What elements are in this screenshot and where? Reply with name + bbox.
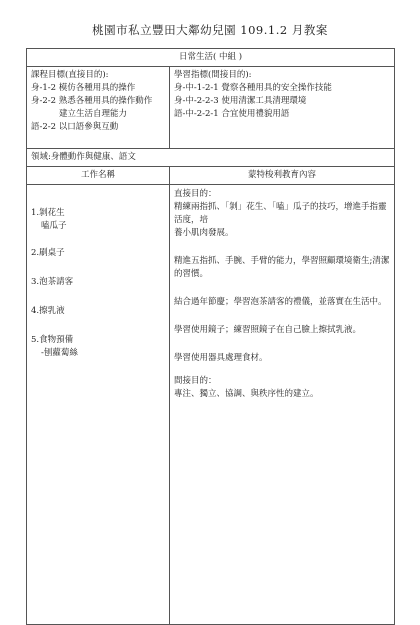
domain-row [27, 149, 395, 167]
col-header-name: 工作名稱 [27, 167, 170, 185]
course-goals-cell [27, 67, 170, 149]
direct-goal-text: 學習使用器具處理食材。 [174, 353, 268, 363]
direct-goal-text: 精練兩指抓、「剝」花生、「嗑」瓜子的技巧，增進手指靈活度，培 [174, 202, 387, 225]
activity-name: 2.刷桌子 [31, 248, 65, 258]
learning-indicators-heading: 學習指標(間接目的): [174, 70, 252, 80]
course-goal-item: 身-1-2 模仿各種用具的操作 [31, 83, 136, 93]
activity-list-cell [27, 185, 170, 625]
learning-indicator-item: 身-中-2-2-3 使用清潔工具清理環境 [174, 96, 307, 106]
activity-name: 4.擦乳液 [31, 306, 65, 316]
direct-goal-heading: 直接目的： [174, 189, 217, 199]
unit-title: 日常生活( 中組 ) [27, 49, 395, 67]
domain-text: 領域:身體動作與健康、語文 [27, 149, 395, 167]
lesson-plan-table [26, 48, 395, 625]
column-header-row [27, 167, 395, 185]
learning-indicators-cell [170, 67, 395, 149]
activity-item [31, 334, 165, 360]
direct-goal-text: 精進五指抓、手腕、手臂的能力，學習照顧環境衛生;清潔的習慣。 [174, 256, 390, 279]
content-row [27, 185, 395, 625]
page-title: 桃園市私立豐田大鄰幼兒園 109.1.2 月教案 [92, 23, 328, 37]
course-goal-item: 建立生活自理能力 [59, 109, 128, 119]
learning-indicator-item: 語-中-2-2-1 合宜使用禮貌用語 [174, 109, 290, 119]
course-goal-item: 語-2-2 以口語參與互動 [31, 122, 119, 132]
activity-item [31, 207, 165, 233]
activity-name: 3.泡茶請客 [31, 277, 74, 287]
activity-list [31, 207, 165, 360]
course-goals-heading: 課程目標(直接目的): [31, 70, 109, 80]
activity-item [31, 276, 165, 289]
activity-item [31, 305, 165, 318]
direct-goal-text: 結合過年節慶；學習泡茶請客的禮儀，並落實在生活中。 [174, 297, 387, 307]
direct-goal-text: 學習使用鏡子；練習照鏡子在自己臉上擦拭乳液。 [174, 325, 362, 335]
indirect-goal-text: 專注、獨立、協調、與秩序性的建立。 [174, 389, 319, 399]
col-header-content: 蒙特梭利教育內容 [170, 167, 395, 185]
activity-sub: -刨蘿蔔絲 [41, 348, 78, 358]
course-goal-item: 身-2-2 熟悉各種用具的操作動作 [31, 96, 153, 106]
learning-indicator-item: 身-中-1-2-1 覺察各種用具的安全操作技能 [174, 83, 332, 93]
content-cell [170, 185, 395, 625]
indirect-goal-heading: 間接目的： [174, 376, 217, 386]
direct-goal-text: 養小肌肉發展。 [174, 228, 234, 238]
goals-row [27, 67, 395, 149]
activity-sub: 嗑瓜子 [41, 221, 67, 231]
unit-row [27, 49, 395, 67]
activity-item [31, 247, 165, 260]
activity-name: 1.剝花生 [31, 208, 65, 218]
activity-name: 5.食物預備 [31, 335, 74, 345]
